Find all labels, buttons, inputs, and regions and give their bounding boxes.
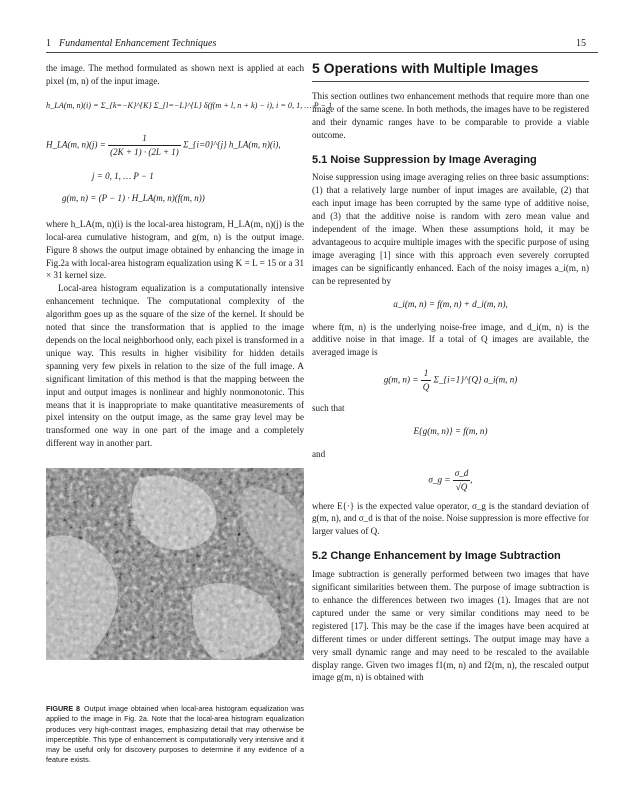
running-header bbox=[46, 38, 216, 49]
eq-sigma-tail: , bbox=[470, 474, 473, 485]
chapter-number: 1 bbox=[46, 38, 51, 49]
eq-avg-lhs: g(m, n) = bbox=[383, 374, 419, 385]
equation-output: g(m, n) = (P − 1) · H_LA(m, n)(f(m, n)) bbox=[62, 192, 205, 203]
paragraph-complexity: Local-area histogram equalization is a computationally intensive enhancement technique. The computational complexity of the algorithm goes up as the square of the size of the kernel. It should be noted that since the transformation that is applied to the image depends on the local neighborhood only, each pixel is transformed in a unique way. This results in higher visibility for hidden details spanning very few pixels in relation to the size of the full image. A significant limitation of this method is that the mapping between the input and output images is nonlinear and highly nonmonotonic. This means that it is inappropriate to make quantitative measurements of pixel intensity on the output image, as the same gray level may be transformed one way in one part of the image and a completely different way in another part. bbox=[46, 283, 304, 449]
figure-caption bbox=[46, 704, 304, 765]
intro-text: the image. The method formulated as shown next is applied at each pixel (m, n) of the input image. bbox=[46, 63, 304, 86]
eq-sigma-numerator: σ_d bbox=[453, 467, 471, 481]
figure-8-image bbox=[46, 468, 304, 660]
eq-cum-numerator: 1 bbox=[108, 132, 181, 146]
eq-avg-numerator: 1 bbox=[421, 367, 432, 381]
and-text: and bbox=[312, 448, 326, 459]
right-column bbox=[312, 62, 589, 684]
section-intro: This section outlines two enhancement methods that require more than one image of the same scene. In both methods, the images have to be registered and their dynamic ranges have to be comparable to provide a viable outcome. bbox=[312, 90, 589, 140]
chapter-title: Fundamental Enhancement Techniques bbox=[59, 38, 217, 49]
equation-j-range: j = 0, 1, … P − 1 bbox=[92, 170, 154, 181]
paragraph-noise-assumptions: Noise suppression using image averaging relies on three basic assumptions: (1) that a relatively large number of input images are available, (2) that each input image has been corrupted by the same type of additive noise, and (3) that the additive noise is random with zero mean value and independent of the image. When these assumptions hold, it may be advantageous to acquire multiple images with the specific purpose of using image averaging [1] since with this approach even severely corrupted images can be significantly enhanced. Each of the noisy images a_i(m, n) can be represented by bbox=[312, 172, 589, 286]
figure-caption-text: Output image obtained when local-area histogram equalization was applied to the image in Fig. 2a. Note that the local-area histogram equalization produces very high-contrast images, emphasizing detail that may otherwise be imperceptible. This type of enhancement is computationally very intensive and it may be useful only for discovery purposes to determine if any evidence of a feature exists. bbox=[46, 704, 304, 765]
eq-cum-lhs: H_LA(m, n)(j) = bbox=[46, 139, 106, 150]
eq-avg-rhs: Σ_{i=1}^{Q} a_i(m, n) bbox=[433, 374, 518, 385]
equation-block bbox=[46, 96, 333, 214]
eq-cum-rhs: Σ_{i=0}^{j} h_LA(m, n)(i), bbox=[183, 139, 281, 150]
such-that-text: such that bbox=[312, 403, 345, 414]
paragraph-averaged: where f(m, n) is the underlying noise-free image, and d_i(m, n) is the additive noise in that image. If a total of Q images are available, the averaged image is bbox=[312, 321, 589, 358]
eq-sigma-denominator: √Q bbox=[455, 481, 468, 492]
paragraph-subtraction: Image subtraction is generally performed between two images that have significant similarities between them. The purpose of image subtraction is to enhance the differences between two images (1). Images that are not captured under the same or very similar conditions may need to be registered [17]. This may be the case if the images have been acquired at different times or under different settings. The output image may have a very small dynamic range and may need to be rescaled to the available display range. Given two images f1(m, n) and f2(m, n), the rescaled output image g(m, n) is obtained with bbox=[312, 569, 589, 683]
subsection-subtraction-title: 5.2 Change Enhancement by Image Subtraction bbox=[312, 550, 561, 563]
equation-std-dev bbox=[312, 467, 589, 494]
equation-expected-value: E{g(m, n)} = f(m, n) bbox=[413, 425, 488, 436]
subsection-noise-title: 5.1 Noise Suppression by Image Averaging bbox=[312, 153, 537, 166]
eq-avg-denominator: Q bbox=[422, 382, 430, 393]
section-title: 5 Operations with Multiple Images bbox=[312, 60, 539, 76]
paragraph-definitions: where h_LA(m, n)(i) is the local-area histogram, H_LA(m, n)(j) is the local-area cumulative histogram, and g(m, n) is the output image. Figure 8 shows the output image obtained by enhancing the image in Fig.2a with local-area histogram equalization using K = L = 15 or a 31 × 31 kernel size. bbox=[46, 218, 304, 281]
page-number: 15 bbox=[576, 38, 586, 49]
equation-average bbox=[312, 367, 589, 394]
equation-local-histogram: h_LA(m, n)(i) = Σ_{k=−K}^{K} Σ_{l=−L}^{L} δ(f(m + l, n + k) − i), i = 0, 1, … P − 1 bbox=[46, 100, 333, 110]
eq-sigma-lhs: σ_g = bbox=[428, 474, 451, 485]
paragraph-expected-value: where E{·} is the expected value operator, σ_g is the standard deviation of g(m, n), and σ_d is that of the noise. Noise suppression is more effective for larger values of Q. bbox=[312, 500, 589, 537]
section-rule bbox=[312, 81, 589, 82]
equation-noisy-image: a_i(m, n) = f(m, n) + d_i(m, n), bbox=[393, 298, 508, 309]
equation-cumulative-histogram bbox=[46, 132, 281, 159]
header-rule bbox=[46, 52, 598, 53]
eq-cum-denominator: (2K + 1) · (2L + 1) bbox=[110, 146, 179, 157]
figure-label: FIGURE 8 bbox=[46, 704, 80, 714]
enhanced-texture-image bbox=[46, 468, 304, 660]
eq-avg-fraction bbox=[421, 367, 432, 394]
eq-cum-fraction bbox=[108, 132, 181, 159]
eq-sigma-fraction bbox=[453, 467, 471, 494]
